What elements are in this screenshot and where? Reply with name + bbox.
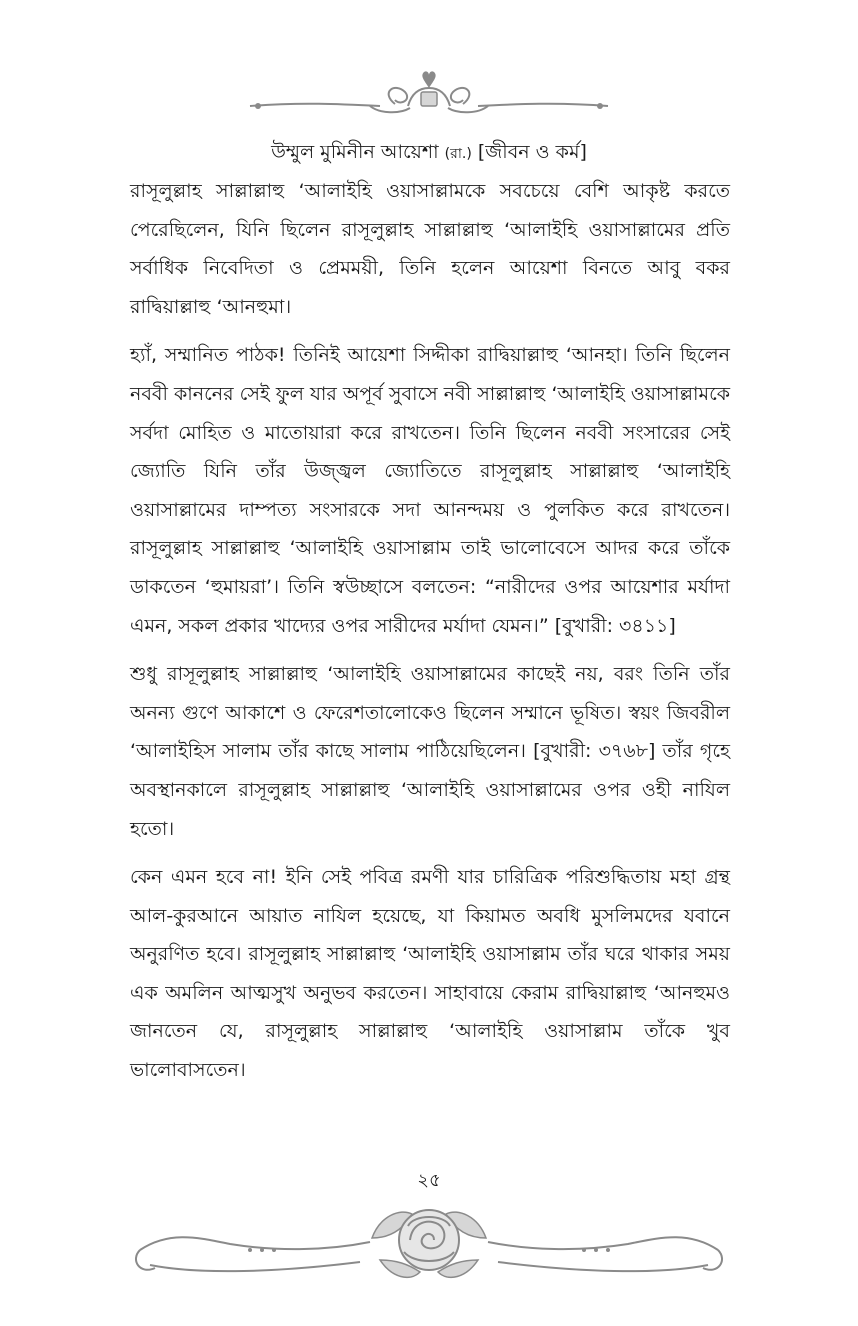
paragraph: হ্যাঁ, সম্মানিত পাঠক! তিনিই আয়েশা সিদ্দীকা রাদ্বিয়াল্লাহু ‘আনহা। তিনি ছিলেন নববী কাননের সেই ফুল যার অপূর্ব সুবাসে নবী সাল্লাল্লাহু ‘আলাইহি ওয়াসাল্লামকে সর্বদা মোহিত ও মাতোয়ারা করে রাখতেন। তিনি ছিলেন নববী সংসারের সেই জ্যোতি যিনি তাঁর উজ্জ্বল জ্যোতিতে রাসূলুল্লাহ সাল্লাল্লাহু ‘আলাইহি ওয়াসাল্লামের দাম্পত্য সংসারকে সদা আনন্দময় ও পুলকিত করে রাখতেন। রাসূলুল্লাহ সাল্লাল্লাহু ‘আলাইহি ওয়াসাল্লাম তাই ভালোবেসে আদর করে তাঁকে ডাকতেন ‘হুমায়রা’। তিনি স্বউচ্ছাসে বলতেন: “নারীদের ওপর আয়েশার মর্যাদা এমন, সকল প্রকার খাদ্যের ওপর সারীদের মর্যাদা যেমন।” [বুখারী: ৩৪১১] bbox=[130, 344, 730, 637]
header-flourish-icon bbox=[0, 62, 858, 132]
page-number: ২৫ bbox=[417, 1170, 441, 1191]
honorific-mark: (রা.) bbox=[444, 146, 472, 162]
book-title: উম্মুল মুমিনীন আয়েশা bbox=[271, 141, 439, 163]
footer-rose-icon bbox=[0, 1180, 858, 1300]
book-subtitle: [জীবন ও কর্ম] bbox=[477, 141, 587, 163]
running-head bbox=[0, 140, 858, 166]
paragraph: শুধু রাসূলুল্লাহ সাল্লাল্লাহু ‘আলাইহি ওয়াসাল্লামের কাছেই নয়, বরং তিনি তাঁর অনন্য গুণে আকাশে ও ফেরেশতালোকেও ছিলেন সম্মানে ভূষিত। স্বয়ং জিবরীল ‘আলাইহিস সালাম তাঁর কাছে সালাম পাঠিয়েছিলেন। [বুখারী: ৩৭৬৮] তাঁর গৃহে অবস্থানকালে রাসূলুল্লাহ সাল্লাল্লাহু ‘আলাইহি ওয়াসাল্লামের ওপর ওহী নাযিল হতো। bbox=[130, 663, 730, 840]
paragraph: কেন এমন হবে না! ইনি সেই পবিত্র রমণী যার চারিত্রিক পরিশুদ্ধিতায় মহা গ্রন্থ আল-কুরআনে আয়াত নাযিল হয়েছে, যা কিয়ামত অবধি মুসলিমদের যবানে অনুরণিত হবে। রাসূলুল্লাহ সাল্লাল্লাহু ‘আলাইহি ওয়াসাল্লাম তাঁর ঘরে থাকার সময় এক অমলিন আত্মসুখ অনুভব করতেন। সাহাবায়ে কেরাম রাদ্বিয়াল্লাহু ‘আনহুমও জানতেন যে, রাসূলুল্লাহ সাল্লাল্লাহু ‘আলাইহি ওয়াসাল্লাম তাঁকে খুব ভালোবাসতেন। bbox=[130, 866, 730, 1082]
body-text bbox=[130, 172, 730, 1100]
paragraph: রাসূলুল্লাহ সাল্লাল্লাহু ‘আলাইহি ওয়াসাল্লামকে সবচেয়ে বেশি আকৃষ্ট করতে পেরেছিলেন, যিনি ছিলেন রাসূলুল্লাহ সাল্লাল্লাহু ‘আলাইহি ওয়াসাল্লামের প্রতি সর্বাধিক নিবেদিতা ও প্রেমময়ী, তিনি হলেন আয়েশা বিনতে আবু বকর রাদ্বিয়াল্লাহু ‘আনহুমা। bbox=[130, 180, 730, 318]
